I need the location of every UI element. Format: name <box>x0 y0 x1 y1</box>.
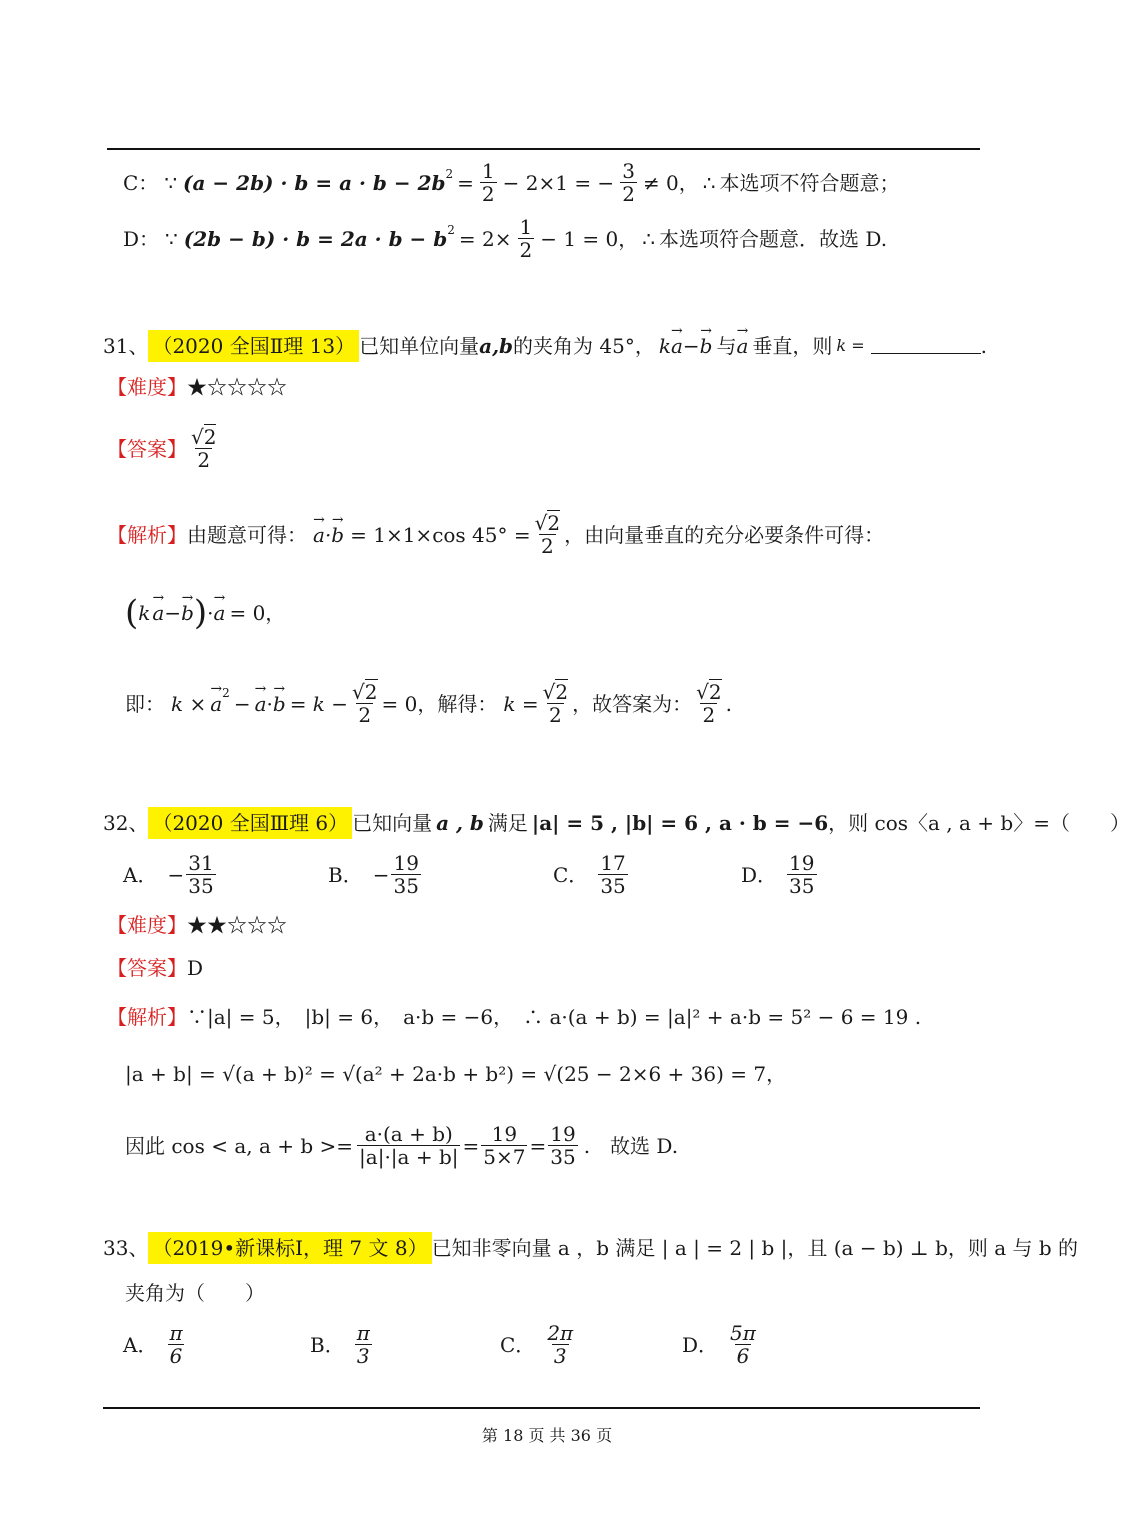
question-number: 32、 <box>103 811 149 835</box>
option-a[interactable]: A． − $\frac{31}{35}$ <box>123 851 214 898</box>
analysis-label: 【解析】 <box>107 523 187 547</box>
fraction: $\frac{1}{2}$ <box>519 215 533 262</box>
question-number: 33、 <box>103 1236 149 1260</box>
fraction: $\frac{√2}{2}$ <box>534 511 561 558</box>
fraction: $\frac{19}{35}$ <box>550 1122 576 1169</box>
option-c[interactable]: C． $\frac{17}{35}$ <box>553 851 626 898</box>
answer-value: D <box>187 956 204 980</box>
analysis-row-1: 【解析】∵|a| = 5， |b| = 6， a·b = −6， ∴ a·(a + b) = |a|² + a·b = 5² − 6 = 19 . <box>107 1005 922 1029</box>
answer-blank[interactable] <box>871 339 981 354</box>
question-source: （2020 全国Ⅱ理 13） <box>148 330 359 362</box>
answer-label: 【答案】 <box>107 437 187 461</box>
fraction: $\frac{√2}{2}$ <box>696 680 722 727</box>
answer-fraction: $\frac{√2}{2}$ <box>191 425 217 472</box>
answer-row <box>107 958 203 978</box>
question-source: （2019•新课标Ⅰ，理 7 文 8） <box>148 1232 431 1264</box>
difficulty-stars: ★★☆☆☆ <box>187 913 287 937</box>
fraction: $\frac{√2}{2}$ <box>352 680 378 727</box>
option-c[interactable]: C． $\frac{2\pi}{3}$ <box>500 1321 574 1368</box>
option-d[interactable]: D． $\frac{5\pi}{6}$ <box>682 1321 756 1368</box>
analysis-row-3: 因此 cos < a, a + b >= $\frac{a\cdot(a + b)}{|a|\cdot|a + b|}$ = $\frac{19}{5\times 7}$ = $\frac{19}{35}$ . 故选 D. <box>125 1122 679 1169</box>
fraction: $\frac{a\cdot(a + b)}{|a|\cdot|a + b|}$ <box>359 1122 459 1169</box>
fraction: $\frac{3}{2}$ <box>622 159 635 206</box>
question-32-stem: 32、 （2020 全国Ⅲ理 6） 已知向量 a , b 满足 |a| = 5 , |b| = 6 , a · b = −6 ，则 cos〈a , a + b〉=（ ） <box>103 807 1130 839</box>
fraction: $\frac{1}{2}$ <box>481 159 495 206</box>
question-33-options <box>123 1322 843 1368</box>
option-d[interactable]: D． $\frac{19}{35}$ <box>741 851 815 898</box>
difficulty-label: 【难度】 <box>107 913 187 937</box>
question-32-options <box>123 852 843 898</box>
fraction: $\frac{√2}{2}$ <box>542 680 569 727</box>
analysis-row-1: 【解析】 由题意可得： → a·→ b = 1×1×cos 45° = $\frac{√2}{2}$ ，由向量垂直的充分必要条件可得： <box>107 512 884 558</box>
difficulty-label: 【难度】 <box>107 375 187 399</box>
option-d-explanation: D： ∵ (2b − b) · b = 2a · b − b $^2$ = 2× $\frac{1}{2}$ − 1 = 0， ∴ 本选项符合题意．故选 D. <box>123 215 888 262</box>
difficulty-stars: ★☆☆☆☆ <box>187 375 287 399</box>
option-a[interactable]: A． $\frac{\pi}{6}$ <box>123 1321 183 1368</box>
option-c-explanation: C： ∵ (a − 2b) · b = a · b − 2b $^2$ = $\frac{1}{2}$ − 2×1 = − $\frac{3}{2}$ ≠ 0， ∴ 本选项不符合题意； <box>123 159 900 206</box>
question-33-stem-cont: 夹角为（ ） <box>125 1281 265 1305</box>
analysis-label: 【解析】 <box>107 1005 187 1029</box>
footer-rule <box>103 1407 980 1409</box>
page-number: 第 18 页 共 36 页 <box>481 1426 613 1445</box>
question-source: （2020 全国Ⅲ理 6） <box>148 807 352 839</box>
analysis-row-3: 即： k × → a $^2$ − → a · → b = k − $\frac{√2}{2}$ = 0，解得： k = $\frac{√2}{2}$ ，故答案为： $\frac{√2}{2}$ . <box>125 681 732 727</box>
difficulty-row <box>107 377 287 397</box>
analysis-row-2: ( k → a − → b ) · → a = 0， <box>125 596 285 630</box>
header-rule <box>107 148 980 150</box>
fraction: $\frac{19}{5\times 7}$ <box>483 1122 526 1169</box>
answer-label: 【答案】 <box>107 956 187 980</box>
analysis-row-2: |a + b| = √(a + b)² = √(a² + 2a·b + b²) = √(25 − 2×6 + 36) = 7， <box>125 1062 787 1086</box>
question-33-stem: 33、 （2019•新课标Ⅰ，理 7 文 8） 已知非零向量 a ，b 满足 | a | = 2 | b |，且 (a − b) ⊥ b，则 a 与 b 的 <box>103 1232 1078 1264</box>
question-number: 31、 <box>103 334 149 358</box>
question-31-stem: 31、 （2020 全国Ⅱ理 13） 已知单位向量 a,b 的夹角为 45°， k → a − → b 与 → a 垂直，则 k = . <box>103 330 987 362</box>
option-b[interactable]: B． − $\frac{19}{35}$ <box>328 851 419 898</box>
option-b[interactable]: B． $\frac{\pi}{3}$ <box>310 1321 370 1368</box>
answer-row <box>107 426 220 472</box>
difficulty-row <box>107 915 287 935</box>
